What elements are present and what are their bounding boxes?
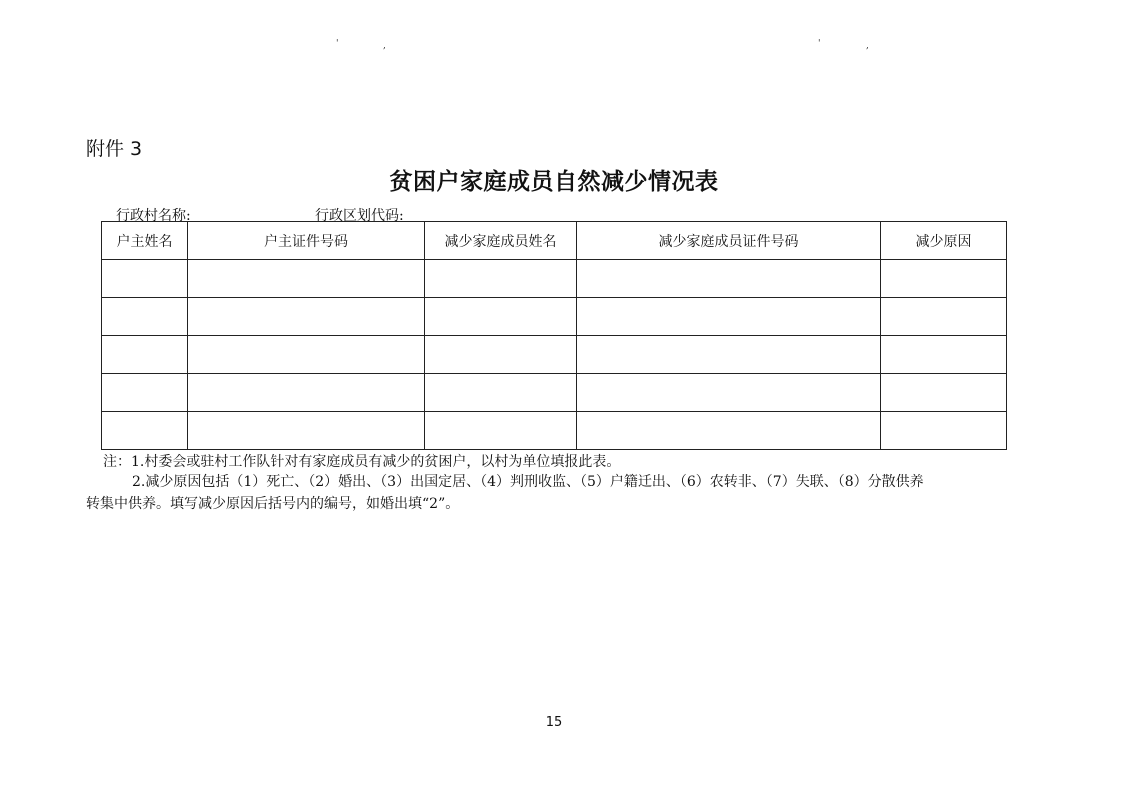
village-name-label: 行政村名称:	[116, 208, 191, 224]
table-cell	[188, 336, 425, 374]
table-row	[102, 336, 1007, 374]
note-line-1: 注：1.村委会或驻村工作队针对有家庭成员有减少的贫困户，以村为单位填报此表。	[103, 454, 621, 470]
table-cell	[425, 336, 577, 374]
table-cell	[188, 374, 425, 412]
table-cell	[102, 412, 188, 450]
scan-speck: ,	[866, 41, 869, 51]
table-cell	[188, 412, 425, 450]
table-row	[102, 412, 1007, 450]
table-cell	[881, 260, 1007, 298]
reduction-table	[101, 221, 1007, 450]
table-row	[102, 374, 1007, 412]
table-cell	[425, 298, 577, 336]
table-cell	[881, 298, 1007, 336]
header-household-head-id: 户主证件号码	[188, 222, 425, 260]
note-line-3: 转集中供养。填写减少原因后括号内的编号，如婚出填“2”。	[86, 496, 460, 512]
table-row	[102, 298, 1007, 336]
table-cell	[102, 260, 188, 298]
scan-speck: '	[336, 39, 339, 49]
table-cell	[425, 412, 577, 450]
scan-speck: ,	[383, 41, 386, 51]
table-cell	[881, 336, 1007, 374]
header-household-head-name: 户主姓名	[102, 222, 188, 260]
district-code-label: 行政区划代码:	[315, 208, 404, 224]
table-cell	[881, 412, 1007, 450]
table-cell	[102, 374, 188, 412]
table-header-row	[102, 222, 1007, 260]
table-cell	[425, 260, 577, 298]
header-reduced-member-id: 减少家庭成员证件号码	[577, 222, 881, 260]
table-cell	[577, 260, 881, 298]
attachment-label: 附件 3	[86, 138, 143, 160]
header-reduced-member-name: 减少家庭成员姓名	[425, 222, 577, 260]
table-cell	[188, 298, 425, 336]
table-cell	[577, 336, 881, 374]
table-cell	[188, 260, 425, 298]
page-title: 贫困户家庭成员自然减少情况表	[389, 168, 719, 195]
scan-speck: '	[818, 39, 821, 49]
note-line-2: 2.减少原因包括（1）死亡、（2）婚出、（3）出国定居、（4）判刑收监、（5）户籍迁出、（6）农转非、（7）失联、（8）分散供养	[132, 474, 924, 490]
table-row	[102, 260, 1007, 298]
page-number: 15	[545, 715, 563, 730]
table-cell	[577, 412, 881, 450]
header-reduction-reason: 减少原因	[881, 222, 1007, 260]
table-cell	[577, 298, 881, 336]
table-cell	[102, 336, 188, 374]
table-cell	[881, 374, 1007, 412]
table-cell	[577, 374, 881, 412]
table-cell	[425, 374, 577, 412]
table-cell	[102, 298, 188, 336]
